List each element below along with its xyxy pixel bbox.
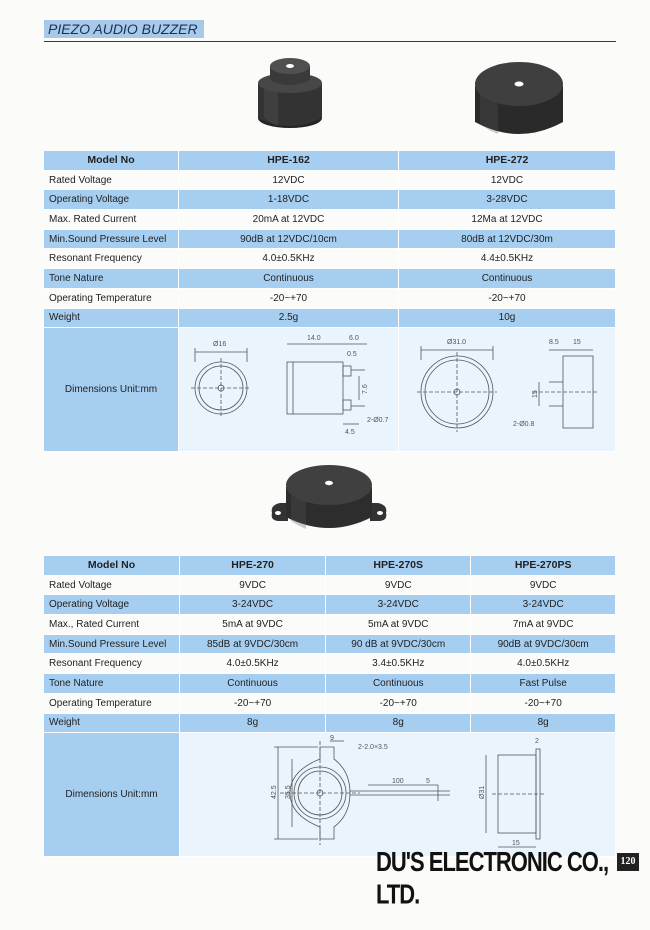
cell-value: 9VDC <box>326 575 471 595</box>
table-row <box>44 575 615 595</box>
cell-value: 90dB at 12VDC/10cm <box>179 229 399 249</box>
dim-h2: 35.5 <box>285 785 292 800</box>
cell-value: 8g <box>180 713 326 733</box>
cell-value: 3-24VDC <box>180 595 326 615</box>
dim-b: 15 <box>573 339 581 347</box>
table-row <box>44 654 615 674</box>
hpe-272-photo <box>470 50 568 146</box>
row-label: Max. Rated Current <box>44 210 179 230</box>
cell-value: -20~+70 <box>180 693 326 713</box>
row-label: Max., Rated Current <box>44 615 180 635</box>
hpe-272-drawing-cell <box>399 328 616 452</box>
cell-value: 4.4±0.5KHz <box>399 249 616 269</box>
cell-value: -20~+70 <box>179 288 399 308</box>
cell-value: 85dB at 9VDC/30cm <box>180 634 326 654</box>
cell-value: -20~+70 <box>471 693 615 713</box>
dim-pin: 6.0 <box>349 335 359 343</box>
cell-value: 4.0±0.5KHz <box>180 654 326 674</box>
model-hpe-270s: HPE-270S <box>326 556 471 575</box>
row-label: Tone Nature <box>44 269 179 289</box>
cell-value: 10g <box>399 308 616 328</box>
row-label: Operating Voltage <box>44 190 179 210</box>
cell-value: 8g <box>471 713 615 733</box>
table-row <box>44 170 615 190</box>
dim-a: 8.5 <box>549 339 559 347</box>
table-header-row <box>44 556 615 575</box>
dim-dia: Ø16 <box>213 341 227 349</box>
model-no-header: Model No <box>44 556 180 575</box>
row-label: Rated Voltage <box>44 575 180 595</box>
dim-dia: Ø31.0 <box>447 339 467 347</box>
cell-value: 90dB at 9VDC/30cm <box>471 634 615 654</box>
model-hpe-270ps: HPE-270PS <box>471 556 615 575</box>
dim-pins: 2-Ø0.8 <box>513 421 535 429</box>
row-label: Resonant Frequency <box>44 249 179 269</box>
header-rule <box>44 41 616 42</box>
dim-base: 4.5 <box>345 429 355 437</box>
table-row <box>44 229 615 249</box>
cell-value: 4.0±0.5KHz <box>471 654 615 674</box>
cell-value: -20~+70 <box>399 288 616 308</box>
cell-value: Continuous <box>399 269 616 289</box>
spec-table-2 <box>44 556 615 857</box>
company-name: DU'S ELECTRONIC CO., LTD. <box>376 846 609 910</box>
hpe-162-dimension-drawing <box>179 328 398 448</box>
model-no-header: Model No <box>44 151 179 170</box>
dimensions-label: Dimensions Unit:mm <box>44 328 179 452</box>
table-row <box>44 674 615 694</box>
table-row <box>44 210 615 230</box>
hpe-270-dimension-drawing <box>180 733 615 853</box>
table-row <box>44 269 615 289</box>
cell-value: 4.0±0.5KHz <box>179 249 399 269</box>
hpe-270-photo <box>266 459 392 545</box>
dim-lead: 100 <box>392 778 404 786</box>
spec-table-1 <box>44 151 615 452</box>
cell-value: 8g <box>326 713 471 733</box>
dim-h: 7.6 <box>362 384 369 395</box>
dimensions-row <box>44 328 615 452</box>
table-row <box>44 693 615 713</box>
cell-value: 12VDC <box>399 170 616 190</box>
row-label: Resonant Frequency <box>44 654 180 674</box>
dim-top: 9 <box>330 735 334 743</box>
cell-value: Continuous <box>179 269 399 289</box>
page-number: 120 <box>617 853 639 871</box>
row-label: Operating Temperature <box>44 693 180 713</box>
cell-value: 90 dB at 9VDC/30cm <box>326 634 471 654</box>
table-header-row <box>44 151 615 170</box>
table-row <box>44 190 615 210</box>
dim-holes: 2-2.0×3.5 <box>358 744 388 752</box>
cell-value: 20mA at 12VDC <box>179 210 399 230</box>
row-label: Operating Temperature <box>44 288 179 308</box>
cell-value: 5mA at 9VDC <box>326 615 471 635</box>
row-label: Operating Voltage <box>44 595 180 615</box>
dim-h1: 42.5 <box>271 785 278 800</box>
hpe-162-drawing-cell <box>179 328 399 452</box>
cell-value: 9VDC <box>471 575 615 595</box>
table-row <box>44 308 615 328</box>
row-label: Rated Voltage <box>44 170 179 190</box>
cell-value: 2.5g <box>179 308 399 328</box>
dim-pins: 2-Ø0.7 <box>367 417 389 425</box>
cell-value: 3.4±0.5KHz <box>326 654 471 674</box>
cell-value: 5mA at 9VDC <box>180 615 326 635</box>
table-row <box>44 615 615 635</box>
cell-value: 3-24VDC <box>326 595 471 615</box>
cell-value: Fast Pulse <box>471 674 615 694</box>
cell-value: 9VDC <box>180 575 326 595</box>
cell-value: Continuous <box>326 674 471 694</box>
section-title: PIEZO AUDIO BUZZER <box>44 20 204 38</box>
dim-dia: Ø31 <box>479 785 486 800</box>
dim-len: 14.0 <box>307 335 321 343</box>
cell-value: Continuous <box>180 674 326 694</box>
model-hpe-272: HPE-272 <box>399 151 616 170</box>
row-label: Weight <box>44 308 179 328</box>
dim-c: 15 <box>532 390 539 399</box>
hpe-162-photo <box>252 52 328 138</box>
dimensions-label: Dimensions Unit:mm <box>44 733 180 857</box>
cell-value: 80dB at 12VDC/30m <box>399 229 616 249</box>
hpe-272-dimension-drawing <box>399 328 615 448</box>
table-row <box>44 713 615 733</box>
table-row <box>44 249 615 269</box>
dim-tip: 5 <box>426 778 430 786</box>
cell-value: 3-28VDC <box>399 190 616 210</box>
cell-value: -20~+70 <box>326 693 471 713</box>
row-label: Min.Sound Pressure Level <box>44 634 180 654</box>
table-row <box>44 595 615 615</box>
cell-value: 12Ma at 12VDC <box>399 210 616 230</box>
dim-t: 2 <box>535 738 539 746</box>
cell-value: 3-24VDC <box>471 595 615 615</box>
row-label: Weight <box>44 713 180 733</box>
dim-w: 15 <box>512 840 520 848</box>
table-row <box>44 288 615 308</box>
dim-pin2: 0.5 <box>347 351 357 359</box>
row-label: Min.Sound Pressure Level <box>44 229 179 249</box>
model-hpe-162: HPE-162 <box>179 151 399 170</box>
dimensions-row <box>44 733 615 857</box>
row-label: Tone Nature <box>44 674 180 694</box>
cell-value: 7mA at 9VDC <box>471 615 615 635</box>
model-hpe-270: HPE-270 <box>180 556 326 575</box>
hpe-270-drawing-cell <box>180 733 616 857</box>
cell-value: 12VDC <box>179 170 399 190</box>
table-row <box>44 634 615 654</box>
cell-value: 1-18VDC <box>179 190 399 210</box>
